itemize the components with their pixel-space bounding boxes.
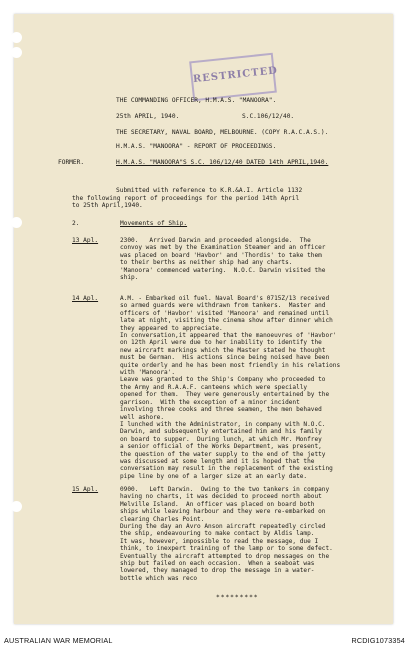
- header-addressee: THE SECRETARY, NAVAL BOARD, MELBOURNE. (COPY R.A.C.A.S.).: [116, 129, 329, 136]
- entry-line: was placed on board 'Havbor' and 'Thordis' to take them: [120, 251, 322, 259]
- entry-date: 14 Apl.: [72, 295, 99, 302]
- document-page: [14, 14, 393, 624]
- entry-text: [120, 237, 384, 281]
- entry-line: on 12th April were due to her inability to identify the: [120, 339, 322, 347]
- entry-line: the question of the water supply to the end of the jetty: [120, 450, 326, 458]
- entry-line: 0900. Left Darwin. Owing to the two tankers in company: [120, 486, 330, 493]
- intro-line: to 25th April,1940.: [72, 202, 143, 209]
- entry-line: a senior official of the Works Department, was present,: [120, 443, 322, 451]
- entry-line: Eventually the aircraft attempted to drop messages on the: [120, 552, 330, 560]
- entry-line: ship but failed on each occasion. When a seaboat was: [120, 560, 315, 568]
- entry-line: Melville Island. An officer was placed on board both: [120, 500, 315, 508]
- entry-line: the ship, endeavouring to make contact by Aldis lamp.: [120, 530, 315, 538]
- entry-line: with 'Manoora'.: [120, 369, 176, 377]
- entry-date: 13 Apl.: [72, 237, 99, 244]
- restricted-stamp: RESTRICTED: [189, 53, 277, 102]
- entry-line: A.M. - Embarked oil fuel. Naval Board's 0715Z/13 received: [120, 295, 330, 302]
- section-title: Movements of Ship.: [120, 220, 188, 227]
- entry-line: 'Manoora' commenced watering. N.O.C. Darwin visited the: [120, 266, 326, 274]
- entry-line: late at night, visiting the cinema show after dinner which: [120, 317, 333, 325]
- continuation-marks: *********: [216, 594, 259, 601]
- entry-line: to their berths as neither ship had any charts.: [120, 259, 293, 267]
- entry-line: involving three cooks and three seamen, the men behaved: [120, 406, 322, 414]
- entry-line: pipe line by one of a larger size at an early date.: [120, 472, 308, 480]
- entry-text: [120, 295, 384, 480]
- entry-text: [120, 486, 384, 582]
- entry-line: bottle which was reco: [120, 574, 198, 582]
- entry-line: lowered, they managed to drop the message in a water-: [120, 567, 315, 575]
- intro-line: the following report of proceedings for the period 14th April: [72, 195, 300, 202]
- intro-line: Submitted with reference to K.R.&A.I. Article 1132: [116, 187, 303, 194]
- entry-line: Leave was granted to the Ship's Company who proceeded to: [120, 376, 326, 384]
- entry-line: conversation may result in the replacement of the existing: [120, 465, 333, 473]
- footer-archive-name: AUSTRALIAN WAR MEMORIAL: [4, 636, 113, 645]
- entry-line: was discussed at some length and it is hoped that the: [120, 457, 315, 465]
- entry-line: officers of 'Havbor' visited 'Manoora' and remained until: [120, 309, 330, 317]
- section-number: 2.: [72, 220, 80, 227]
- entry-line: on board to supper. During lunch, at which Mr. Monfrey: [120, 435, 322, 443]
- entry-line: they appeared to appreciate.: [120, 324, 223, 332]
- entry-line: During the day an Avro Anson aircraft repeatedly circled: [120, 523, 326, 531]
- entry-line: quite orderly and he has been most friendly in his relations: [120, 361, 341, 369]
- entry-line: new aircraft markings which the Master stated he thought: [120, 346, 326, 354]
- entry-line: opened for them. They were generously entertained by the: [120, 391, 330, 399]
- entry-line: so armed guards were withdrawn from tankers. Master and: [120, 302, 326, 310]
- entry-line: having no charts, it was decided to proceed north about: [120, 493, 322, 501]
- entry-date: 15 Apl.: [72, 486, 99, 493]
- header-date: 25th APRIL, 1940.: [116, 113, 180, 120]
- entry-line: garrison. With the exception of a minor incident: [120, 398, 300, 406]
- entry-line: ship.: [120, 274, 139, 282]
- former-label: FORMER.: [58, 159, 85, 166]
- entry-line: 2300. Arrived Darwin and proceeded alongside. The: [120, 237, 311, 244]
- entry-line: I lunched with the Administrator, in company with N.O.C.: [120, 420, 326, 428]
- entry-line: ships while leaving harbour and they were re-embarked on: [120, 508, 326, 516]
- entry-line: the Army and R.A.A.F. canteens which were specially: [120, 383, 308, 391]
- header-subject: H.M.A.S. "MANOORA" - REPORT OF PROCEEDINGS.: [116, 143, 277, 150]
- entry-line: think, to inexpert training of the lamp or to some defect.: [120, 545, 333, 553]
- entry-line: Darwin, and subsequently entertained him and his family: [120, 428, 322, 436]
- header-to: THE COMMANDING OFFICER, H.M.A.S. "MANOORA".: [116, 97, 277, 104]
- entry-line: must be German. His actions since being noised have been: [120, 354, 330, 362]
- entry-line: well ashore.: [120, 413, 165, 421]
- report-text: [14, 14, 393, 624]
- entry-line: convoy was met by the Examination Steamer and an officer: [120, 244, 326, 252]
- entry-line: clearing Charles Point.: [120, 515, 205, 523]
- entry-line: In conversation,it appeared that the manoeuvres of 'Havbor': [120, 332, 337, 340]
- former-reference: H.M.A.S. "MANOORA"S S.C. 106/12/40 DATED 14th APRIL,1940.: [116, 159, 329, 166]
- header-ref: S.C.106/12/40.: [242, 113, 295, 120]
- entry-line: It was, however, impossible to read the message, due I: [120, 537, 319, 545]
- footer-record-id: RCDIG1073354: [351, 636, 405, 645]
